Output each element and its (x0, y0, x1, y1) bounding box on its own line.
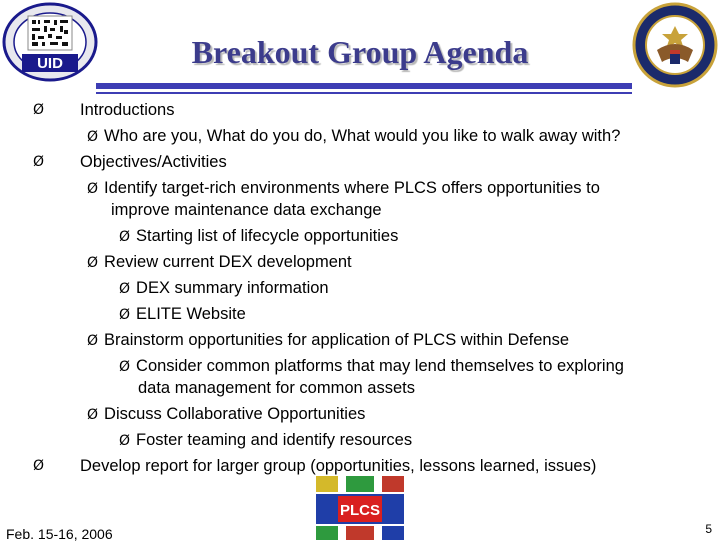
page-number: 5 (705, 522, 712, 536)
svg-text:UID: UID (37, 55, 63, 72)
svg-text:PLCS: PLCS (339, 502, 381, 519)
title-divider-thin (96, 92, 632, 94)
bullet-arrow-icon: Ø (87, 333, 99, 349)
agenda-item: Objectives/Activities (80, 153, 227, 171)
agenda-subitem: Ø Identify target-rich environments where PLCS offers opportunities to (87, 179, 600, 197)
agenda-subsubitem: Ø ELITE Website (119, 305, 246, 323)
agenda-item: Introductions (80, 101, 175, 119)
agenda-subitem: Ø Review current DEX development (87, 253, 352, 271)
agenda-subsubitem: Ø Starting list of lifecycle opportunities (119, 227, 399, 245)
bullet-arrow-icon: Ø (87, 181, 99, 197)
bullet-arrow-icon: Ø (119, 433, 131, 449)
bullet-arrow-icon: Ø (119, 307, 131, 323)
bullet-arrow-icon: Ø (87, 129, 99, 145)
agenda-item: Develop report for larger group (opportunities, lessons learned, issues) (80, 457, 597, 475)
agenda-subsubitem: Ø DEX summary information (119, 279, 329, 297)
agenda-subitem-continuation: improve maintenance data exchange (111, 201, 382, 219)
bullet-arrow-icon: Ø (119, 281, 131, 297)
agenda-subitem: Ø Brainstorm opportunities for application of PLCS within Defense (87, 331, 570, 349)
bullet-arrow-icon: Ø (33, 458, 45, 474)
agenda-subitem: Ø Discuss Collaborative Opportunities (87, 405, 366, 423)
bullet-arrow-icon: Ø (87, 255, 99, 271)
footer-date: Feb. 15-16, 2006 (6, 526, 113, 542)
title-divider-thick (96, 83, 632, 89)
agenda-subitem: Ø Who are you, What do you do, What would you like to walk away with? (87, 127, 621, 145)
page-title: Breakout Group Agenda (191, 34, 529, 70)
bullet-arrow-icon: Ø (33, 154, 45, 170)
agenda-subsubitem: Ø Foster teaming and identify resources (119, 431, 413, 449)
bullet-arrow-icon: Ø (33, 102, 45, 118)
bullet-arrow-icon: Ø (87, 407, 99, 423)
bullet-arrow-icon: Ø (119, 359, 131, 375)
bullet-arrow-icon: Ø (119, 229, 131, 245)
plcs-logo (312, 476, 408, 540)
agenda-subsubitem: Ø Consider common platforms that may lend themselves to exploring (119, 357, 624, 375)
agenda-subsubitem-continuation: data management for common assets (138, 379, 415, 397)
